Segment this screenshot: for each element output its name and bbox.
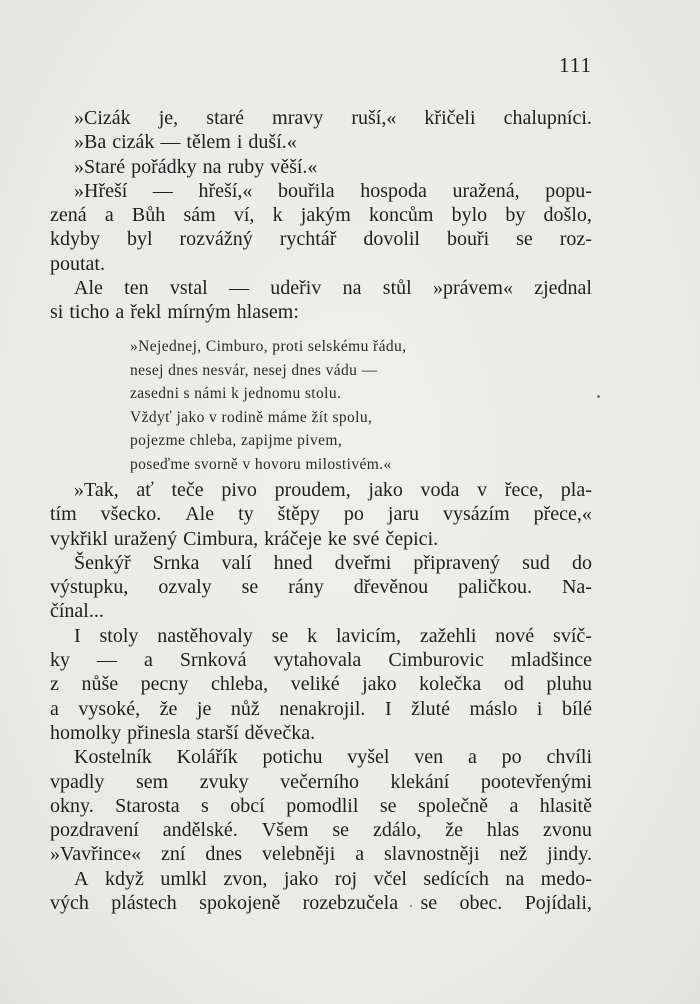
paper-speck xyxy=(410,905,412,907)
word: bylo xyxy=(451,204,488,227)
word: a xyxy=(355,843,365,866)
word: mírným xyxy=(167,301,231,324)
text-line xyxy=(50,599,592,623)
word: kolečka xyxy=(419,673,482,696)
text-line xyxy=(50,252,592,276)
word: věší.« xyxy=(270,155,318,178)
word: vyšel xyxy=(347,746,390,769)
word: slavnostněji xyxy=(384,843,480,866)
word: k xyxy=(307,624,318,647)
word: Bůh xyxy=(131,204,166,227)
word: pozdravení xyxy=(50,819,139,842)
word: pootevřenými xyxy=(480,770,592,793)
word: pecny xyxy=(140,673,189,696)
word: lavicím, xyxy=(336,624,401,647)
word: chleba, xyxy=(210,673,269,696)
word: Ale xyxy=(185,503,215,526)
text-line xyxy=(50,745,592,769)
word: na xyxy=(202,155,222,178)
word: je, xyxy=(158,107,179,129)
word: a xyxy=(144,649,153,672)
word: a xyxy=(50,697,59,720)
word: hlasitě xyxy=(539,794,592,817)
word: poutat. xyxy=(50,252,105,275)
word: došlo, xyxy=(543,204,592,227)
word: čínal... xyxy=(50,600,104,623)
text-line xyxy=(50,155,592,179)
word: umlkl xyxy=(160,867,208,890)
word: vysázím xyxy=(442,503,510,526)
word: vytahovala xyxy=(273,649,362,672)
word: zvuky xyxy=(199,770,249,793)
word: pomodlil xyxy=(286,794,359,817)
word: duší.« xyxy=(248,131,297,154)
word: máslo xyxy=(469,697,518,720)
word: ke xyxy=(327,527,347,550)
word: s xyxy=(201,794,209,817)
word: děvečka. xyxy=(244,721,316,744)
word: stůl xyxy=(382,277,412,300)
word: své xyxy=(352,527,380,550)
word: po xyxy=(343,503,364,526)
word: Všem xyxy=(261,819,309,842)
word: mravy xyxy=(272,107,324,129)
word: řekl xyxy=(130,301,162,324)
text-line xyxy=(50,891,592,915)
word: zažehli xyxy=(419,624,477,647)
word: nové xyxy=(495,624,535,647)
text-line xyxy=(50,672,592,696)
word: Srnka xyxy=(152,551,200,574)
word: Kolářík xyxy=(176,746,238,769)
word: připravený xyxy=(413,551,500,574)
word: se xyxy=(241,576,259,599)
text-line xyxy=(50,478,592,502)
text-line xyxy=(50,818,592,842)
word: křičeli xyxy=(424,107,476,129)
word: Na- xyxy=(561,576,592,599)
word: vých xyxy=(50,892,89,915)
word: jindy. xyxy=(547,843,592,866)
word: »právem« xyxy=(432,277,513,300)
word: mladšince xyxy=(510,649,592,672)
word: veliké xyxy=(290,673,340,696)
word: andělské. xyxy=(162,819,238,842)
word: ať xyxy=(136,479,154,501)
word: všecko. xyxy=(100,503,162,526)
word: obec. xyxy=(459,892,503,915)
word: sám xyxy=(183,204,216,227)
word: vykřikl xyxy=(50,527,108,550)
word: — xyxy=(160,131,181,154)
word: hlas xyxy=(486,819,520,842)
word: hospoda xyxy=(360,179,427,202)
text-line xyxy=(50,106,592,130)
word: Kostelník xyxy=(74,746,152,769)
text-line xyxy=(50,721,592,745)
word: i xyxy=(236,131,243,154)
word: jako xyxy=(368,479,403,501)
word: se xyxy=(332,819,349,842)
word: výstupku, xyxy=(50,576,129,599)
word: Cimburovic xyxy=(388,649,484,672)
word: I xyxy=(384,697,392,720)
word: se xyxy=(379,794,397,817)
word: zdálo, xyxy=(372,819,422,842)
text-line xyxy=(50,648,592,672)
word: společně xyxy=(418,794,488,817)
word: žluté xyxy=(411,697,451,720)
word: okny. xyxy=(50,794,94,817)
word: medo- xyxy=(540,867,592,890)
word: »Ba xyxy=(74,131,107,154)
word: paličkou. xyxy=(458,576,533,599)
text-line xyxy=(50,502,592,526)
word: od xyxy=(503,673,524,696)
verse-line: pojezme chleba, zapijme pivem, xyxy=(130,432,343,449)
text-block-top xyxy=(50,106,592,325)
word: rozvážný xyxy=(179,228,253,251)
word: dveřmi xyxy=(334,551,392,574)
word: — xyxy=(228,277,249,300)
verse-line: »Nejednej, Cimburo, proti selskému řádu, xyxy=(130,338,407,355)
text-line xyxy=(50,624,592,648)
word: ven xyxy=(414,746,444,769)
word: k xyxy=(272,204,283,227)
word: spokojeně xyxy=(199,892,281,915)
word: popu- xyxy=(545,179,592,202)
word: »Cizák xyxy=(74,107,131,129)
word: »Staré xyxy=(74,155,126,178)
word: se xyxy=(420,892,438,915)
word: ticho xyxy=(69,301,110,324)
word: vstal xyxy=(169,277,208,300)
word: bílé xyxy=(561,697,592,720)
word: roj xyxy=(334,867,358,890)
word: Ale xyxy=(74,277,103,300)
text-line xyxy=(50,203,592,227)
word: pla- xyxy=(560,479,592,501)
word: se xyxy=(516,228,533,251)
text-line xyxy=(50,770,592,794)
word: nůž xyxy=(230,697,260,720)
text-block-bottom xyxy=(50,478,592,915)
word: rychtář xyxy=(279,228,337,251)
text-line xyxy=(50,227,592,251)
word: rány xyxy=(288,576,324,599)
word: by xyxy=(505,204,526,227)
word: zená xyxy=(50,204,87,227)
word: tělem xyxy=(186,131,231,154)
word: teče xyxy=(171,479,204,501)
word: přece,« xyxy=(533,503,592,526)
word: vpadly xyxy=(50,770,105,793)
text-line xyxy=(50,300,592,324)
word: a xyxy=(115,301,125,324)
word: hlasem: xyxy=(236,301,299,324)
word: bouřila xyxy=(278,179,335,202)
word: rozebzučela xyxy=(302,892,399,915)
word: potichu xyxy=(262,746,323,769)
text-line xyxy=(50,527,592,551)
word: — xyxy=(97,649,117,672)
word: se xyxy=(271,624,289,647)
word: sud xyxy=(522,551,550,574)
word: I xyxy=(74,624,81,647)
verse-quote xyxy=(130,335,406,476)
text-line xyxy=(50,697,592,721)
word: dovolil xyxy=(363,228,420,251)
word: že xyxy=(445,819,463,842)
word: byl xyxy=(126,228,153,251)
word: nastěhovaly xyxy=(157,624,253,647)
word: kdyby xyxy=(50,228,100,251)
word: ozvaly xyxy=(158,576,212,599)
verse-line: zasedni s námi k jednomu stolu. xyxy=(130,385,342,402)
word: zvonu xyxy=(543,819,592,842)
page-number: 111 xyxy=(559,53,592,77)
word: »Hřeší xyxy=(74,179,128,202)
word: do xyxy=(571,551,592,574)
word: jakým xyxy=(300,204,351,227)
word: bouři xyxy=(446,228,490,251)
word: pořádky xyxy=(131,155,197,178)
word: udeřiv xyxy=(270,277,322,300)
word: v xyxy=(477,479,488,501)
word: — xyxy=(152,179,173,202)
word: vysoké, xyxy=(78,697,141,720)
text-line xyxy=(50,794,592,818)
text-line xyxy=(50,575,592,599)
verse-line: poseďme svorně v hovoru milostivém.« xyxy=(130,455,392,473)
word: starší xyxy=(196,721,239,744)
word: obcí xyxy=(230,794,265,817)
word: zvon, xyxy=(223,867,268,890)
word: že xyxy=(159,697,178,720)
word: uražená, xyxy=(452,179,520,202)
word: hřeší,« xyxy=(198,179,253,202)
word: tím xyxy=(50,503,77,526)
word: a xyxy=(509,794,519,817)
word: jaru xyxy=(387,503,419,526)
word: plástech xyxy=(111,892,177,915)
word: a xyxy=(467,746,477,769)
word: včel xyxy=(373,867,407,890)
word: jako xyxy=(283,867,319,890)
word: je xyxy=(196,697,212,720)
word: ten xyxy=(124,277,149,300)
word: ky xyxy=(50,649,70,672)
word: dřevěnou xyxy=(353,576,429,599)
word: ví, xyxy=(233,204,255,227)
verse-line: Vždyť jako v rodině máme žít spolu, xyxy=(130,408,373,426)
word: řece, xyxy=(504,479,544,501)
word: voda xyxy=(420,479,460,501)
word: staré xyxy=(206,107,245,129)
text-line xyxy=(50,130,592,154)
word: Pojídali, xyxy=(524,892,592,915)
word: z xyxy=(50,673,59,696)
word: klekání xyxy=(390,770,450,793)
word: si xyxy=(50,301,64,324)
word: chalupníci. xyxy=(503,107,592,129)
word: hned xyxy=(273,551,313,574)
word: sedících xyxy=(423,867,489,890)
text-line xyxy=(50,842,592,866)
word: přinesla xyxy=(127,721,191,744)
word: zní xyxy=(161,843,186,866)
word: a xyxy=(104,204,114,227)
word: na xyxy=(342,277,362,300)
word: »Vavřince« xyxy=(50,843,142,866)
word: na xyxy=(505,867,525,890)
text-line xyxy=(50,551,592,575)
verse-line: nesej dnes nesvár, nesej dnes vádu — xyxy=(130,361,378,379)
word: čepici. xyxy=(385,527,439,550)
word: večerního xyxy=(280,770,359,793)
word: uražený xyxy=(113,527,178,550)
word: ruby xyxy=(227,155,265,178)
word: koncům xyxy=(368,204,434,227)
word: dnes xyxy=(205,843,243,866)
word: chvíli xyxy=(546,746,592,769)
word: homolky xyxy=(50,721,122,744)
word: valí xyxy=(221,551,252,574)
word: i xyxy=(536,697,543,720)
word: ruší,« xyxy=(351,107,397,129)
word: svíč- xyxy=(553,624,592,647)
text-line xyxy=(50,867,592,891)
paper-speck xyxy=(597,395,600,398)
word: jako xyxy=(362,673,397,696)
word: Starosta xyxy=(115,794,180,817)
word: roz- xyxy=(559,228,592,251)
word: štěpy xyxy=(277,503,320,526)
word: Srnková xyxy=(179,649,247,672)
word: nenakrojil. xyxy=(279,697,366,720)
word: proudem, xyxy=(274,479,351,501)
word: než xyxy=(499,843,528,866)
word: »Tak, xyxy=(74,479,119,501)
word: pluhu xyxy=(546,673,592,696)
word: sem xyxy=(135,770,169,793)
word: A xyxy=(74,867,89,890)
word: když xyxy=(104,867,144,890)
text-line xyxy=(50,179,592,203)
word: cizák xyxy=(112,131,155,154)
text-line xyxy=(50,276,592,300)
word: stoly xyxy=(99,624,139,647)
word: Cimbura, xyxy=(183,527,259,550)
word: ty xyxy=(238,503,254,526)
word: po xyxy=(501,746,522,769)
word: pivo xyxy=(221,479,257,501)
word: zjednal xyxy=(534,277,592,300)
word: kráčeje xyxy=(264,527,322,550)
word: velebněji xyxy=(261,843,336,866)
word: nůše xyxy=(81,673,119,696)
word: Šenkýř xyxy=(74,551,131,574)
